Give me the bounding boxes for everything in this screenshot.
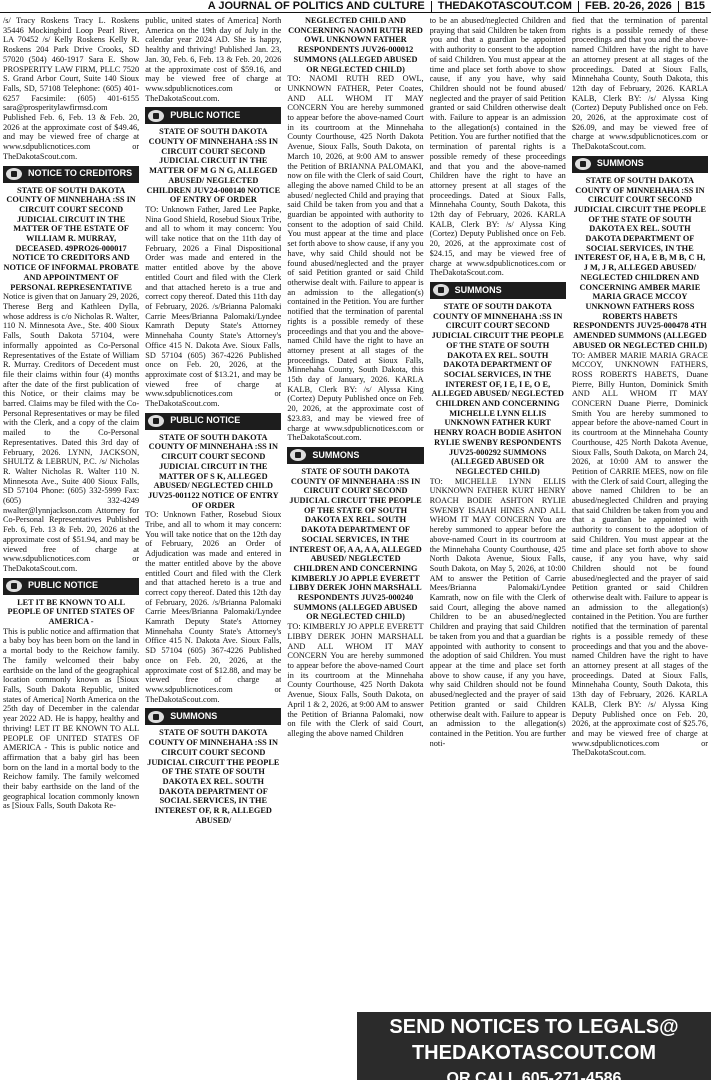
section-header — [430, 282, 566, 299]
notice-body: TO: MICHELLE LYNN ELLIS UNKNOWN FATHER KURT HENRY ROACH BODIE ASHTON RYLIE SWENBY ISAIAH HINES AND ALL WHOM IT MAY CONCERN You are hereby summoned to appear before the above-named Court in its courtroom at the Minnehaha County Courthouse, 425 North Dakota Avenue, Sioux Falls, South Dakota, on May 5, 2026, at 10:00 AM to answer the Petition of Carrie Mees/Brianna Palomaki/Lyndee Kamrath, now on file with the Clerk of said Court, alleging the above named Children to be an abused/neglected Children and praying that said Children be taken from you and that a guardian be appointed with authority to consent to the adoption of said Children. You must appear at the time and place set forth above to show cause, if any you have, why said Children should not be found abused/neglected and the prayer of said Petition granted or said Children otherwise dealt with. Failure to appear is an admission to the allegation(s) contained in the Petition. You are further noti- — [429, 476, 566, 748]
column-1 — [3, 16, 139, 1080]
site-name: THEDAKOTASCOUT.COM — [437, 0, 572, 12]
notice-body: TO: AMBER MARIE MARIA GRACE MCCOY, UNKNOWN FATHERS, ROSS ROBERTS HABETS, Duane Pierre, Billy Hunton, Dominick Smith AND ALL WHOM IT MAY CONCERN Duane Pierre, Dominick Smith You are hereby summoned to appear before the above-named Court in its courtroom at the Minnehaha County Courthouse, 425 North Dakota Avenue, Sioux Falls, South Dakota, on March 24, 2026, at 10:00 AM to answer the Petition of CARRIE MEES, now on file with the Clerk of said Court, alleging the above named Children to be an abused/neglected Children and praying that said Children be taken from you and that a guardian be appointed with authority to consent to the adoption of said Children. You must appear at the time and place set forth above to show cause, if any you have, why said Children should not be found abused/neglected and the prayer of said Petition granted or said Children otherwise dealt with. Failure to appear is an admission to the allegation(s) contained in the Petition. You are further notified that the termination of parental rights is a possible remedy of these proceedings and that you and the above-named Children have the right to have an attorney present at all stages of the proceedings. Dated at Sioux Falls, Minnehaha County, South Dakota, this 13th day of February, 2026. KARLA KALB, Clerk BY: /s/ Alyssa King Deputy Published once on Feb. 20, 2026, at the approximate cost of $25.76, and may be viewed free of charge at www.sdpublicnotices.com or TheDakotaScout.com. — [571, 350, 709, 758]
notice-body: /s/ Tracy Roskens Tracy L. Roskens 35446 Mockingbird Loop Pearl River, LA 70452 /s/ Kelly Roskens Kelly R. Roskens 204 Park Drive Crooks, SD 57020 (504) 460-1917 Sara E. Show PROSPERITY LAW FIRM, PLLC 7520 S. Grand Arbor Court, Suite 140 Sioux Falls, SD, 57108 Telephone: (605) 401-6257 Facsimile: (605) 401-6155 sara@prosperitylawfirmsd.com Published Feb. 6, Feb. 13 & Feb. 20, 2026 at the approximate cost of $49.46, and may be viewed free of charge at www.sdpublicnotices.com or TheDakotaScout.com. — [3, 16, 140, 161]
column-5 — [572, 16, 708, 1080]
column-4 — [430, 16, 566, 1080]
notice-icon — [6, 168, 22, 180]
notice-body: to be an abused/neglected Children and praying that said Children be taken from you and that a guardian be appointed with authority to consent to the adoption of said Children. You must appear at the time and place set forth above to show cause, if any you have, why said Children should not be found abused/ neglected and the prayer of said Petition granted or said Children otherwise dealt with. Failure to appear is an admission to the allegation(s) contained in the Petition. You are further notified that the termination of parental rights is a possible remedy of these proceedings and that you and the above-named Children have the right to have an attorney present at all stages of the proceedings. Dated at Sioux Falls, Minnehaha County, South Dakota, this 12th day of February, 2026. KARLA KALB, Clerk BY: /s/ Alyssa King (Cortez) Deputy Published once on Feb. 20, 2026, at the approximate cost of $24.15, and may be viewed free of charge at www.sdpublicnotices.com or TheDakotaScout.com. — [429, 16, 566, 278]
section-title: A JOURNAL OF POLITICS AND CULTURE — [207, 0, 425, 12]
notice-body: fied that the termination of parental rights is a possible remedy of these proceedings and that you and the above-named Children have the right to have an attorney present at all stages of the proceedings. Dated at Sioux Falls, Minnehaha County, South Dakota, this 12th day of February, 2026. KARLA KALB, Clerk BY: /s/ Alyssa King (Cortez) Deputy Published once on Feb. 20, 2026, at the approximate cost of $26.09, and may be viewed free of charge at www.sdpublicnotices.com or TheDakotaScout.com. — [571, 16, 709, 152]
section-header-label: PUBLIC NOTICE — [28, 580, 99, 591]
notice-body: Notice is given that on January 29, 2026, Therese Berg and Kathleen Dylla, whose address is c/o Nicholas R. Walter, 110 N. Minnesota Ave., Ste. 400 Sioux Falls, South Dakota 57104, were informally appointed as Co-Personal Representatives of the Estate of William R. Murray. Creditors of Decedent must file their claims within four (4) months after the date of the first publication of this Notice, or their claims may be barred. Claims may be filed with the Co-Personal Representatives or may be filed with the Clerk, and a copy of the claim mailed to the Co-Personal Representatives. Dated this 3rd day of February, 2026. LYNN, JACKSON, SHULTZ & LEBRUN, P.C. /s/ Nicholas R. Walter Nicholas R. Walter 110 N. Minnesota Ave., Suite 400 Sioux Falls, SD 57104 Phone: (605) 332-5999 Fax: (605) 332-4249 nwalter@lynnjackson.com Attorney for Co-Personal Representatives Published Feb. 6, Feb. 13 & Feb. 20, 2026 at the approximate cost of $51.94, and may be viewed free of charge at www.sdpublicnotices.com or TheDakotaScout.com. — [3, 292, 140, 573]
section-header-label: PUBLIC NOTICE — [170, 415, 241, 426]
column-3 — [287, 16, 423, 1080]
notice-icon — [575, 158, 591, 170]
section-header — [287, 447, 423, 464]
ad-phone: OR CALL 605-271-4586 — [446, 1070, 622, 1087]
notice-columns — [3, 16, 708, 1080]
notice-caption: NEGLECTED CHILD AND CONCERNING NAOMI RUTH RED OWL UNKNOWN FATHER RESPONDENTS JUV26-000012 SUMMONS (ALLEGED ABUSED OR NEGLECTED CHILD) — [288, 16, 423, 74]
submit-notices-ad — [357, 1012, 711, 1087]
column-2 — [145, 16, 281, 1080]
notice-body: public, united states of America] North America on the 19th day of July in the calendar year 2024 AD. She is happy, healthy and thriving! Published Jan. 23, Jan. 30, Feb. 6, Feb. 13 & Feb. 20, 2026 at the approximate cost of $59.16, and may be viewed free of charge at www.sdpublicnotices.com or TheDakotaScout.com. — [145, 16, 282, 103]
ad-line-1: SEND NOTICES TO LEGALS@ — [389, 1016, 679, 1038]
section-header-label: SUMMONS — [312, 449, 360, 460]
notice-body: This is public notice and affirmation that a baby boy has been born on the land in a mortal body to the Reichow family. The family welcomed their baby earthside on the land of the geographical location commonly known as [Sioux Falls, South Dakota Republic, united states of America] North America on the 25th day of December in the calendar year 2022 AD. He is happy, healthy and thriving! LET IT BE KNOWN TO ALL PEOPLE OF UNITED STATES OF AMERICA - This is public notice and affirmation that a baby girl has been born on the land in a mortal body to the Reichow family. The family welcomed their baby earthside on the land of the geographical location commonly known as [Sioux Falls, South Dakota Re- — [3, 626, 140, 811]
page-number: B15 — [684, 0, 705, 12]
notice-icon — [148, 110, 164, 122]
section-header-label: SUMMONS — [170, 711, 218, 722]
notice-caption: STATE OF SOUTH DAKOTA COUNTY OF MINNEHAHA :SS IN CIRCUIT COURT SECOND JUDICIAL CIRCUIT IN THE MATTER OF THE ESTATE OF WILLIAM R. MURRAY, DECEASED. 49PRO26-000017 NOTICE TO CREDITORS AND NOTICE OF INFORMAL PROBATE AND APPOINTMENT OF PERSONAL REPRESENTATIVE — [3, 185, 139, 292]
section-header-label: SUMMONS — [596, 158, 644, 169]
notice-icon — [433, 284, 449, 296]
notice-caption: STATE OF SOUTH DAKOTA COUNTY OF MINNEHAHA :SS IN CIRCUIT COURT SECOND JUDICIAL CIRCUIT THE PEOPLE OF THE STATE OF SOUTH DAKOTA EX REL. SOUTH DAKOTA DEPARTMENT OF SOCIAL SERVICES, IN THE INTEREST OF, I E, I E, O E, ALLEGED ABUSED/ NEGLECTED CHILDREN AND CONCERNING MICHELLE LYNN ELLIS UNKNOWN FATHER KURT HENRY ROACH BODIE ASHTON RYLIE SWENBY RESPONDENTS JUV25-000292 SUMMONS (ALLEGED ABUSED OR NEGLECTED CHILD) — [431, 301, 564, 476]
ad-line-2: THEDAKOTASCOUT.COM — [411, 1042, 657, 1064]
section-header-label: NOTICE TO CREDITORS — [28, 168, 133, 179]
section-header — [145, 107, 281, 124]
issue-date: FEB. 20-26, 2026 — [584, 0, 672, 12]
notice-caption: STATE OF SOUTH DAKOTA COUNTY OF MINNEHAHA :SS IN CIRCUIT COURT SECOND JUDICIAL CIRCUIT IN THE MATTER OF M G N G, ALLEGED ABUSED/ NEGLECTED CHILDREN JUV24-000140 NOTICE OF ENTRY OF ORDER — [146, 127, 281, 205]
notice-icon — [6, 580, 22, 592]
notice-body: TO: KIMBERLY JO APPLE EVERETT LIBBY DEREK JOHN MARSHALL AND ALL WHOM IT MAY CONCERN You are hereby summoned to appear before the above-named Court in its courtroom at the Minnehaha County Courthouse, 425 North Dakota Avenue, Sioux Falls, South Dakota, on April 1 & 2, 2026, at 9:00 AM to answer the Petition of Brianna Palomaki, now on file with the Clerk of said Court, alleging the above named Children — [287, 622, 424, 738]
section-header — [3, 166, 139, 183]
section-header — [145, 708, 281, 725]
notice-caption: LET IT BE KNOWN TO ALL PEOPLE OF UNITED STATES OF AMERICA - — [7, 597, 135, 627]
notice-caption: STATE OF SOUTH DAKOTA COUNTY OF MINNEHAHA :SS IN CIRCUIT COURT SECOND JUDICIAL CIRCUIT THE PEOPLE OF THE STATE OF SOUTH DAKOTA EX REL. SOUTH DAKOTA DEPARTMENT OF SOCIAL SERVICES, IN THE INTEREST OF, R R, ALLEGED ABUSED/ — [147, 728, 280, 825]
notice-icon — [148, 415, 164, 427]
notice-caption: STATE OF SOUTH DAKOTA COUNTY OF MINNEHAHA :SS IN CIRCUIT COURT SECOND JUDICIAL CIRCUIT THE PEOPLE OF THE STATE OF SOUTH DAKOTA EX REL. SOUTH DAKOTA DEPARTMENT OF SOCIAL SERVICES, IN THE INTEREST OF, H A, E B, M B, C H, J M, J R, ALLEGED ABUSED/ NEGLECTED CHILDREN AND CONCERNING AMBER MARIE MARIA GRACE MCCOY UNKNOWN FATHERS ROSS ROBERTS HABETS RESPONDENTS JUV25-000478 4TH AMENDED SUMMONS (ALLEGED ABUSED OR NEGLECTED CHILD) — [572, 175, 708, 350]
page-header — [0, 0, 711, 13]
section-header — [3, 578, 139, 595]
notice-icon — [148, 711, 164, 723]
section-header — [145, 413, 281, 430]
notice-body: TO: Unknown Father, Jared Lee Papke, Nina Good Shield, Rosebud Sioux Tribe, and all to whom it may concern: You will take notice that on the 11th day of February, 2026 a Final Dispositional Order was made and entered in the matter entitled above by the above entitled Court and filed with the Clerk and that attached hereto is a true and correct copy thereof. Dated this 11th day of February, 2026. /s/Brianna Palomaki Carrie Mees/Brianna Palomaki/Lyndee Kamrath Deputy State's Attorney Minnehaha County State's Attorney's Office 415 N. Dakota Ave. Sioux Falls, SD 57104 (605) 367-4226 Published once on Feb. 20, 2026, at the approximate cost of $13.21, and may be viewed free of charge at www.sdpublicnotices.com or TheDakotaScout.com. — [145, 204, 282, 409]
notice-body: TO: NAOMI RUTH RED OWL, UNKNOWN FATHER, Peter Coates, AND ALL WHOM IT MAY CONCERN You are hereby summoned to appear before the above-named Court in its courtroom at the Minnehaha County Courthouse, 425 North Dakota Avenue, Sioux Falls, South Dakota, on March 10, 2026, at 9:00 AM to answer the Petition of BRIANNA PALOMAKI, now on file with the Clerk of said Court, alleging the above named Child to be an abused/ neglected Child and praying that said Child be taken from you and that a guardian be appointed with authority to consent to the adoption of said Child. You must appear at the time and place set forth above to show cause, if any you have, why said Child should not be found abused/neglected and the prayer of said Petition granted or said Child otherwise dealt with. Failure to appear is an admission to the allegation(s) contained in the Petition. You are further notified that the termination of parental rights is a possible remedy of these proceedings and that you and the above-named Child have the right to have an attorney present at all stages of the proceedings. Dated at Sioux Falls, Minnehaha County, South Dakota, this 15th day of January, 2026. KARLA KALB, Clerk BY: /s/ Alyssa King (Cortez) Deputy Published once on Feb. 20, 2026, at the approximate cost of $23.83, and may be viewed free of charge at www.sdpublicnotices.com or TheDakotaScout.com. — [287, 74, 424, 443]
notice-icon — [290, 449, 306, 461]
notice-caption: STATE OF SOUTH DAKOTA COUNTY OF MINNEHAHA :SS IN CIRCUIT COURT SECOND JUDICIAL CIRCUIT IN THE MATTER OF S K, ALLEGED ABUSED/ NEGLECTED CHILD JUV25-001122 NOTICE OF ENTRY OF ORDER — [148, 432, 279, 510]
section-header-label: SUMMONS — [454, 284, 502, 295]
section-header-label: PUBLIC NOTICE — [170, 109, 241, 120]
notice-caption: STATE OF SOUTH DAKOTA COUNTY OF MINNEHAHA :SS IN CIRCUIT COURT SECOND JUDICIAL CIRCUIT THE PEOPLE OF THE STATE OF SOUTH DAKOTA EX REL. SOUTH DAKOTA DEPARTMENT OF SOCIAL SERVICES, IN THE INTEREST OF, A A, A A, ALLEGED ABUSED/ NEGLECTED CHILDREN AND CONCERNING KIMBERLY JO APPLE EVERETT LIBBY DEREK JOHN MARSHALL RESPONDENTS JUV25-000240 SUMMONS (ALLEGED ABUSED OR NEGLECTED CHILD) — [289, 466, 422, 622]
section-header — [572, 156, 708, 173]
notice-body: TO: Unknown Father, Rosebud Sioux Tribe, and all to whom it may concern: You will take notice that on the 12th day of February, 2026 an Order of Adjudication was made and entered in the matter entitled above by the above entitled Court and filed with the Clerk and that attached hereto is a true and correct copy thereof. Dated this 12th day of February, 2026. /s/Brianna Palomaki Carrie Mees/Brianna Palomaki/Lyndee Kamrath Deputy State's Attorney Minnehaha County State's Attorney's Office 415 N. Dakota Ave. Sioux Falls, SD 57104 (605) 367-4226 Published once on Feb. 20, 2026, at the approximate cost of $12.88, and may be viewed free of charge at www.sdpublicnotices.com or TheDakotaScout.com. — [145, 510, 282, 704]
